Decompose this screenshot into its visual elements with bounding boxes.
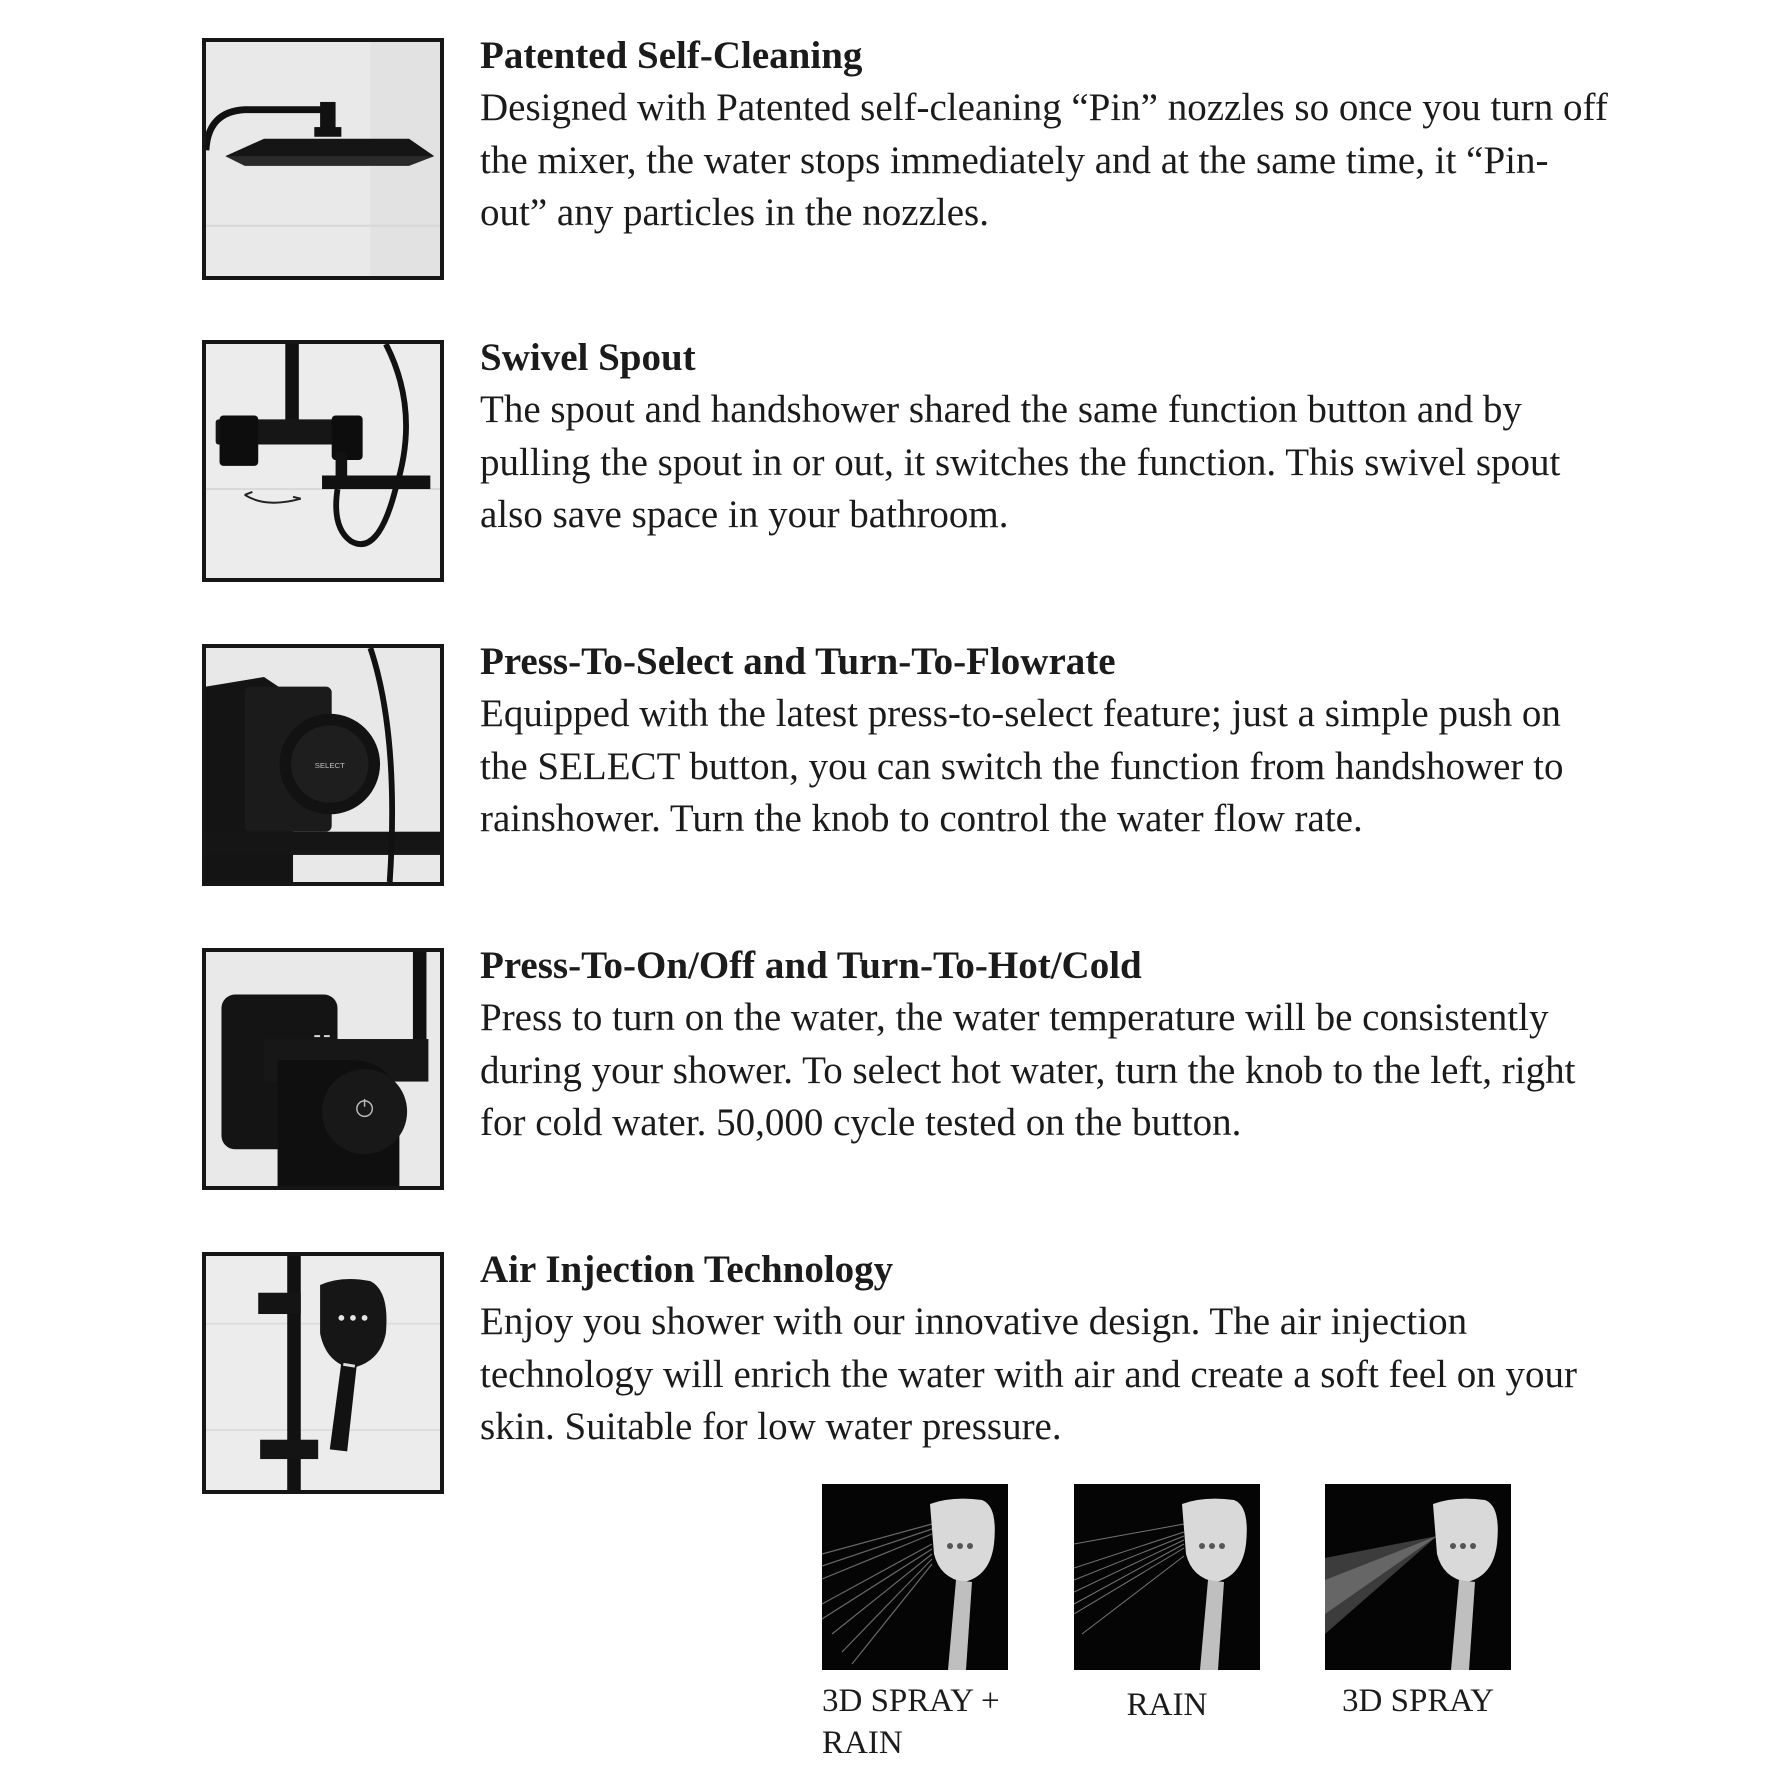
press-to-on-off-image: [202, 948, 444, 1190]
spray-mode-icon: [1325, 1484, 1511, 1670]
spray-mode-label-3: 3D SPRAY: [1342, 1683, 1494, 1719]
swivel-spout-text: [480, 332, 1610, 542]
select-knob-icon: [206, 648, 440, 882]
self-cleaning-image: [202, 38, 444, 280]
air-injection-image: [202, 1252, 444, 1494]
feature-description: Equipped with the latest press-to-select feature; just a simple push on the SELECT button, you can switch the function from handshower to rainshower. Turn the knob to control the water flow rate.: [480, 692, 1564, 840]
press-to-select-image: [202, 644, 444, 886]
spray-mode-label-1: 3D SPRAY + RAIN: [822, 1683, 1000, 1761]
swivel-spout-icon: [206, 344, 440, 578]
power-knob-icon: [206, 952, 440, 1186]
spray-mode-image-1: [822, 1484, 1008, 1670]
feature-description: Designed with Patented self-cleaning “Pin” nozzles so once you turn off the mixer, the water stops immediately and at the same time, it “Pin-out” any particles in the nozzles.: [480, 86, 1608, 234]
select-label: SELECT: [314, 760, 345, 770]
feature-title: Patented Self-Cleaning: [480, 34, 863, 77]
swivel-spout-image: [202, 340, 444, 582]
spray-mode-image-2: [1074, 1484, 1260, 1670]
feature-description: The spout and handshower shared the same function button and by pulling the spout in or out, it switches the function. This swivel spout also save space in your bathroom.: [480, 388, 1561, 536]
spray-rain-mode-icon: [822, 1484, 1008, 1670]
self-cleaning-text: [480, 30, 1610, 240]
feature-description: Enjoy you shower with our innovative design. The air injection technology will enrich the water with air and create a soft feel on your skin. Suitable for low water pressure.: [480, 1300, 1577, 1448]
feature-title: Press-To-Select and Turn-To-Flowrate: [480, 640, 1116, 683]
feature-description: Press to turn on the water, the water temperature will be consistently during your shower. To select hot water, turn the knob to the left, right for cold water. 50,000 cycle tested on the button.: [480, 996, 1576, 1144]
spray-mode-image-3: [1325, 1484, 1511, 1670]
press-to-on-off-text: [480, 940, 1610, 1150]
handshower-icon: [206, 1256, 440, 1490]
feature-title: Air Injection Technology: [480, 1248, 894, 1291]
rain-shower-head-icon: [206, 42, 440, 276]
rain-mode-icon: [1074, 1484, 1260, 1670]
air-injection-text: [480, 1244, 1610, 1454]
press-to-select-text: [480, 636, 1610, 846]
feature-title: Press-To-On/Off and Turn-To-Hot/Cold: [480, 944, 1142, 987]
spray-mode-label-2: RAIN: [1126, 1687, 1208, 1723]
feature-title: Swivel Spout: [480, 336, 696, 379]
